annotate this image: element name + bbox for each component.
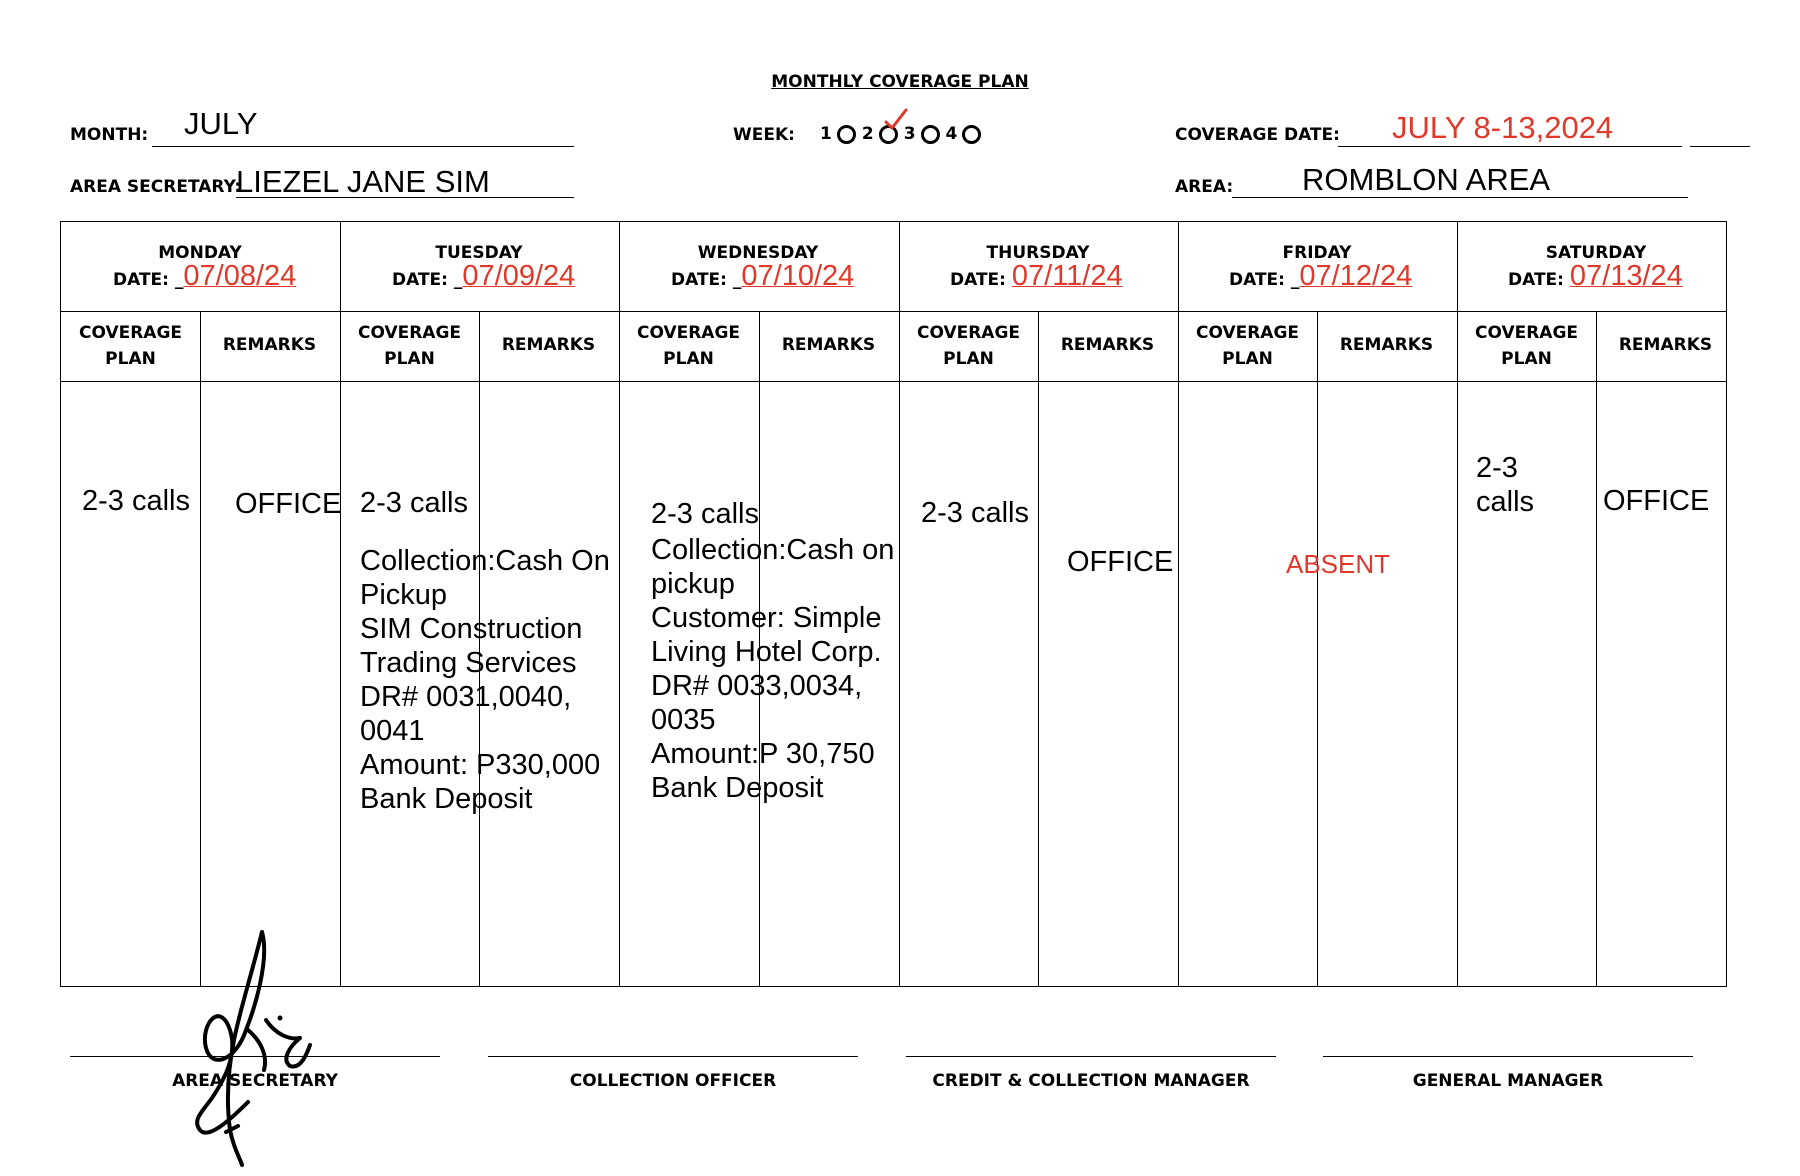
monday-plan[interactable]: 2-3 calls (82, 485, 190, 517)
date-monday: DATE: _07/08/24 (113, 260, 297, 292)
coverage-plan-header: COVERAGE PLAN (1195, 323, 1300, 369)
date-value[interactable]: 07/11/24 (1011, 260, 1123, 292)
coverage-date-label: COVERAGE DATE: (1175, 125, 1340, 145)
date-label: DATE: (950, 270, 1006, 290)
date-label: DATE: (392, 270, 448, 290)
date-value[interactable]: 07/13/24 (1569, 260, 1683, 292)
date-value[interactable]: 07/09/24 (462, 260, 576, 292)
general-manager-signature-line (1323, 1056, 1693, 1057)
week-option-1-label: 1 (820, 124, 832, 144)
monday-remarks[interactable]: OFFICE (235, 488, 342, 520)
date-label: DATE: (1508, 270, 1564, 290)
week-3-radio[interactable] (921, 125, 940, 144)
area-secretary-label: AREA SECRETARY: (70, 177, 242, 197)
credit-collection-manager-signature-label: CREDIT & COLLECTION MANAGER (932, 1071, 1250, 1091)
saturday-plan[interactable]: 2-3 calls (1476, 452, 1535, 518)
date-value[interactable]: 07/10/24 (741, 260, 855, 292)
day-header-friday: FRIDAY (1282, 243, 1352, 263)
date-label: DATE: (1229, 270, 1285, 290)
coverage-date-line (1338, 146, 1682, 147)
remarks-header: REMARKS (1339, 335, 1434, 355)
coverage-date-field[interactable]: JULY 8-13,2024 (1392, 110, 1614, 145)
saturday-remarks[interactable]: OFFICE (1603, 485, 1710, 517)
date-friday: DATE: _07/12/24 (1229, 260, 1413, 292)
coverage-plan-header: COVERAGE PLAN (636, 323, 741, 369)
remarks-header: REMARKS (501, 335, 596, 355)
month-line (152, 146, 574, 147)
week-1-radio[interactable] (837, 125, 856, 144)
area-label: AREA: (1175, 177, 1234, 197)
date-value[interactable]: 07/08/24 (183, 260, 297, 292)
general-manager-signature-label: GENERAL MANAGER (1412, 1071, 1604, 1091)
day-header-monday: MONDAY (158, 243, 242, 263)
day-header-wednesday: WEDNESDAY (697, 243, 819, 263)
day-header-tuesday: TUESDAY (435, 243, 523, 263)
area-secretary-field[interactable]: LIEZEL JANE SIM (236, 164, 490, 199)
week-option-4-label: 4 (945, 124, 958, 144)
date-label: DATE: (113, 270, 169, 290)
coverage-plan-header: COVERAGE PLAN (916, 323, 1021, 369)
date-value[interactable]: 07/12/24 (1299, 260, 1413, 292)
checkmark-icon (884, 108, 910, 134)
remarks-header: REMARKS (781, 335, 876, 355)
coverage-plan-header: COVERAGE PLAN (78, 323, 183, 369)
wednesday-plan[interactable]: 2-3 calls (651, 498, 759, 530)
remarks-header: REMARKS (1618, 335, 1713, 355)
date-wednesday: DATE: _07/10/24 (671, 260, 855, 292)
coverage-table (60, 221, 1727, 987)
week-option-2-label: 2 (861, 124, 874, 144)
page-title: MONTHLY COVERAGE PLAN (771, 72, 1029, 92)
area-field[interactable]: ROMBLON AREA (1302, 162, 1551, 197)
remarks-header: REMARKS (1060, 335, 1155, 355)
collection-officer-signature-line (488, 1056, 858, 1057)
month-field[interactable]: JULY (184, 106, 258, 141)
area-secretary-signature-label: AREA SECRETARY (172, 1071, 338, 1091)
date-label: DATE: (671, 270, 727, 290)
coverage-plan-header: COVERAGE PLAN (1474, 323, 1579, 369)
credit-collection-manager-signature-line (906, 1056, 1276, 1057)
collection-officer-signature-label: COLLECTION OFFICER (569, 1071, 777, 1091)
day-header-thursday: THURSDAY (986, 243, 1090, 263)
date-thursday (950, 260, 1228, 293)
date-tuesday: DATE: _07/09/24 (392, 260, 576, 292)
month-label: MONTH: (70, 125, 149, 145)
tuesday-collection-note[interactable]: Collection:Cash On Pickup SIM Construction Trading Services DR# 0031,0040, 0041 Amount: P330,000 Bank Deposit (360, 545, 610, 815)
week-option-3-label: 3 (903, 124, 916, 144)
coverage-date-line-extra (1690, 146, 1750, 147)
thursday-remarks[interactable]: OFFICE (1067, 546, 1174, 578)
friday-absent-note[interactable]: ABSENT (1286, 549, 1391, 579)
coverage-plan-header: COVERAGE PLAN (357, 323, 462, 369)
thursday-plan[interactable]: 2-3 calls (921, 497, 1029, 529)
handwritten-signature (190, 920, 330, 1175)
day-header-saturday: SATURDAY (1545, 243, 1647, 263)
tuesday-plan[interactable]: 2-3 calls (360, 487, 468, 519)
week-4-radio[interactable] (962, 125, 981, 144)
week-label: WEEK: (733, 125, 795, 145)
remarks-header: REMARKS (222, 335, 317, 355)
wednesday-collection-note[interactable]: Collection:Cash on pickup Customer: Simple Living Hotel Corp. DR# 0033,0034, 0035 Amount:P 30,750 Bank Deposit (651, 534, 895, 804)
date-saturday (1508, 260, 1786, 293)
